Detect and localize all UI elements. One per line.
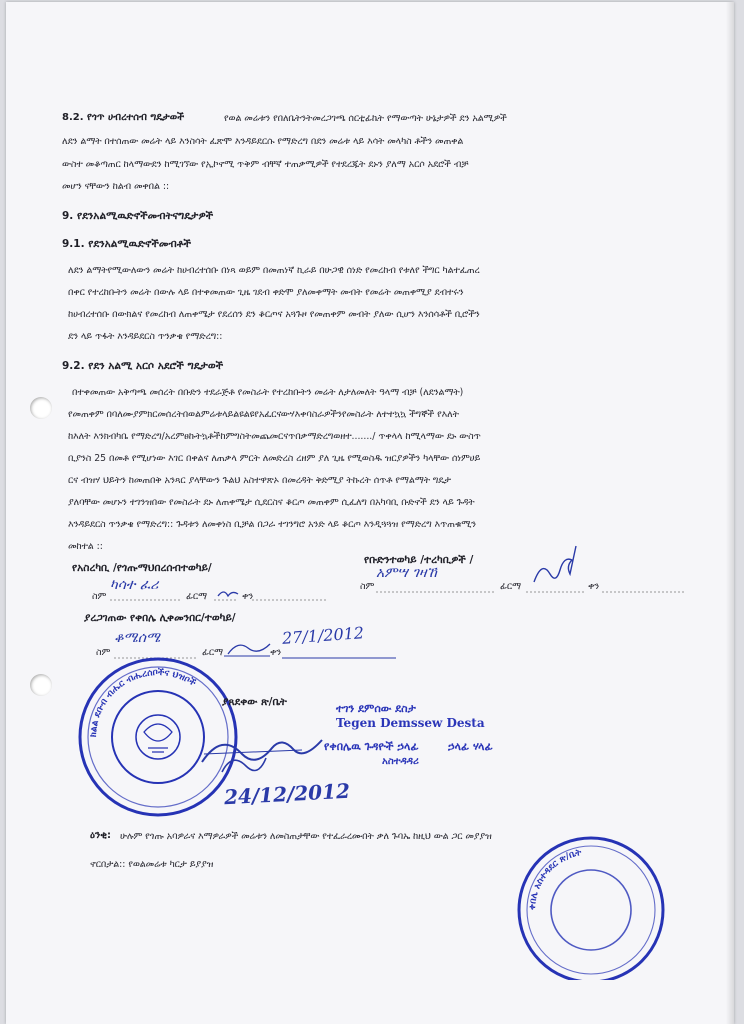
punch-hole-top — [30, 397, 52, 419]
note-label: ዕንቂ: — [90, 830, 111, 841]
sig-right-heading: የቡድንተወካይ /ተረካቢዎች / — [364, 554, 474, 566]
para-8-2-heading: 8.2. የጎጥ ሀብረተሰብ ግዴታወች — [62, 112, 185, 123]
sig-left-date-label: ቀን — [242, 591, 254, 602]
punch-hole-bottom — [30, 674, 52, 696]
para-8-2-line-3: ውስተ መቆጣጠር ከላማውደን ከሚገኘው የኢኮኖሚ ጥቅም ብቸኛ ተጠቃሚዎች የተደረጁት ደኑን ያለማ አርሶ አደሮች ብቻ — [62, 159, 469, 170]
section-9-2-line-6: ያለባቸው መሆኑን ተገንዝበው የመስራት ደኑ ለጠቀሜታ ሲደርስና ቆርጦ መጠቀም ሲፈለግ በአካባቢ ቡድኖች ደን ላይ ጉዳት — [68, 497, 475, 508]
svg-text:ቀበሌ አስተዳደር ጽ/ቤት — [528, 848, 583, 911]
sig-left-handwritten-name: ካሳተ ፈሪ — [110, 577, 159, 593]
para-8-2-line-4: መሆን ናቸውን ከልብ መቀበል :: — [62, 181, 170, 192]
section-9-heading: 9. የደንአልሚዉድኖችመብትናግዴታዎች — [62, 210, 214, 222]
sig-verifier-date-label: ቀን — [270, 647, 282, 658]
section-9-1-line-4: ደን ላይ ጥፋት እንዳይደርስ ጥንቃቄ የማድረግ:: — [68, 331, 223, 342]
sig-left-sign-label: ፊርማ — [186, 591, 207, 602]
sig-right-handwritten-name: አምሣ ገዛኸ — [376, 565, 437, 581]
seal-left-ring-text: ክልል ደቡብ ብሔር ብሔረሰቦችና ህዝቦች — [88, 667, 198, 738]
section-9-2-heading: 9.2. የደን አልሚ አርሶ አደሮች ግዴታወች — [62, 360, 224, 372]
section-9-1-heading: 9.1. የደንአልሚዉድኖችመብቶች — [62, 238, 192, 250]
stamp-title-3: አስተዳዳሪ — [382, 756, 419, 767]
stamp-title-2: ኃላፊ ሃላፊ — [448, 740, 493, 753]
office-handwritten-date: 24/12/2012 — [223, 778, 351, 810]
seal-right — [496, 830, 686, 980]
stamp-name-latin: Tegen Demssew Desta — [336, 716, 485, 730]
section-9-2-line-1: በተቀመጠው አቅጣጫ መሰረት በቡድን ተደራጅቶ የመስራት የተረከቡትን መሬት ለታለመለት ዓላማ ብቻ (ለደንልማት) — [72, 387, 464, 398]
sig-right-name-label: ስም — [360, 581, 375, 592]
sig-left-name-label: ስም — [92, 591, 107, 602]
sig-office-heading: ያጸደቀው ጽ/ቤት — [222, 696, 287, 708]
section-9-2-line-2: የመጠቀም በባለሙያምክርመሰረትበወልምሬቱላይልዩልዩየአፈርናውሃእቀባስራዎችንየመስራት ለተተኳኳ ችግኞች የእለት — [68, 409, 459, 420]
sig-left-heading: የአስረካቢ /የጎጡማህበረሰብተወካይ/ — [72, 562, 212, 574]
section-9-2-line-5: ርና ብዝሃ ህይትን ከመጠበቅ አንጻር ያላቸውን ጉልህ አስተዋጽኦ በመረዳት ቅድሚያ ትኩረት ሰጥቶ የማልማት ግዴታ — [68, 475, 451, 486]
section-9-2-line-8: መከተል :: — [68, 541, 103, 552]
note-line-1: ሁሉም የጎጡ አባዎራና እማዎራዎች መሬቱን ለመስጠታቸው የተፈራረሙበት ቃለ ጉባኤ ከዚህ ውል ጋር መያያዝ — [120, 831, 492, 842]
stamp-name-amharic: ተገን ደምሰው ደስታ — [336, 702, 416, 715]
para-8-2-line-2: ለደን ልማት በተሰጠው መሬት ላይ እንስሳት ፈጽሞ እንዳይደርሱ የማድረግ በደን መሬቱ ላይ እሳት መላካስ ቶችን መጠቀል — [62, 136, 464, 147]
sig-right-date-label: ቀን — [588, 581, 600, 592]
stamp-title-1: የቀበሌዉ ጉዳዮች ኃላፊ — [324, 740, 419, 753]
sig-verifier-sign-label: ፊርማ — [202, 647, 223, 658]
sig-verifier-handwritten-name: ቆሜሰሜ — [114, 630, 161, 646]
section-9-2-line-7: እንዳይደርስ ጥንቃቄ የማድረግ:: ጉዳቱን ለመቀነስ ቢቻል በጋራ ተገንግሮ አንድ ላይ ቆርጦ እንዲጓጓዝ የማድረግ እጥጠቁሚን — [68, 519, 476, 530]
sig-right-sign-label: ፊርማ — [500, 581, 521, 592]
para-8-2-line-1: የወል መሬቱን የበለቤትንትመረጋገጫ ሰርቲፊኬት የማውጣት ሁኔታዎች ደን አልሚዎች — [224, 113, 507, 124]
sig-verifier-name-label: ስም — [96, 647, 111, 658]
seal-right-ring-text: ቀበሌ አስተዳደር ጽ/ቤት — [527, 847, 583, 911]
section-9-1-line-3: ከሀብረተሰቡ በውክልና የመረከብ ለጠቀሜታ የደረሰን ደን ቆርጦና አጓጉዞ የመጠቀም መብት ያለው ሲሆን እንሰሳቶች ቢሮችን — [68, 309, 480, 320]
seal-left — [68, 652, 248, 822]
note-line-2: ኖርበታል:: የወልመሬቱ ካርታ ይያያዝ — [90, 859, 214, 870]
document-page — [6, 2, 734, 1024]
sig-verifier-handwritten-date: 27/1/2012 — [281, 623, 365, 648]
svg-text:ክልል ደቡብ ብሔር ብሔረሰቦችና ህዝቦች — [89, 667, 198, 737]
section-9-2-line-4: ቢያንስ 25 በመቶ የሚሆነው እገር በቀልና ለጠቃላ ምርት ለመድረስ ረዘም ያለ ጊዜ የሚወስዱ ዝርያዎችን ካላቸው ሰነምሀይ — [68, 453, 481, 464]
section-9-2-line-3: ከእለት እንክብካቤ የማድረግ/አረምፀኩትኳቶችከምግስትመጨመርናጥበቃማድረግወዘተ......./ ጥቀላላ ከሚላማው ደኑ ውስጥ — [68, 431, 481, 442]
sig-verifier-heading: ያረጋገጠው የቀበሌ ሊቀመንበር/ተወካይ/ — [84, 612, 236, 624]
section-9-1-line-1: ለደን ልማትየሚውለውን መሬት ከሀብረተሰቡ በነጻ ወይም በመጠነኛ ኪራይ በሁጋዊ ሰነድ የመረከብ የቱለየ ችግር ካልተፈጠረ — [68, 265, 480, 276]
section-9-1-line-2: በቀር የተረከቡትን መሬት በውሉ ላይ በተቀመጠው ጊዜ ገደብ ቀድሞ ያለመቀማት መብት የመሬት መጠቀሚያ ደብተሩን — [68, 287, 464, 298]
page-edge-shadow — [726, 2, 734, 1024]
